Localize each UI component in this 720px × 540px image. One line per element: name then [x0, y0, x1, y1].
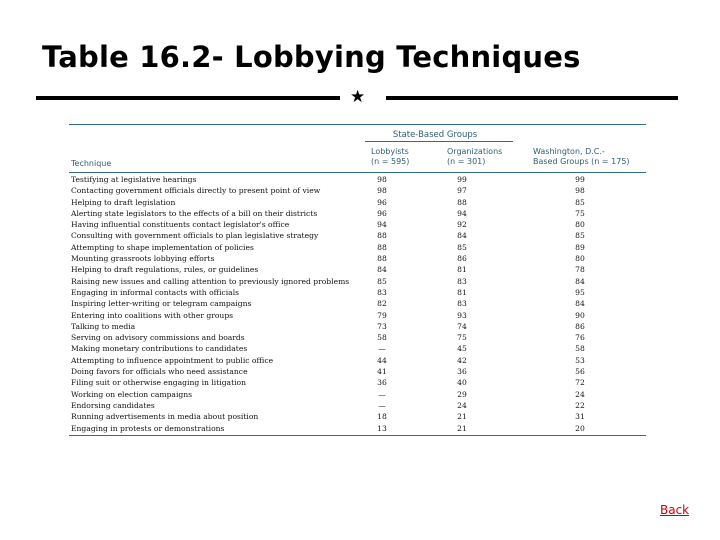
organizations-cell: 81: [457, 265, 467, 275]
table-row: [69, 321, 646, 332]
lobbyists-header-line2: (n = 595): [371, 157, 410, 166]
table-row: [69, 264, 646, 275]
organizations-cell: 92: [457, 220, 467, 230]
dc-groups-header-line1: Washington, D.C.-: [533, 147, 605, 156]
table-row: [69, 276, 646, 287]
dc-groups-cell: 84: [575, 276, 585, 286]
lobbyists-cell: 82: [377, 299, 387, 309]
technique-cell: Making monetary contributions to candidates: [71, 344, 248, 354]
dc-groups-cell: 31: [575, 412, 585, 422]
technique-cell: Inspiring letter-writing or telegram campaigns: [71, 299, 252, 309]
dc-groups-cell: 22: [575, 400, 585, 410]
dc-groups-cell: 95: [575, 287, 585, 297]
dc-groups-cell: 78: [575, 265, 585, 275]
organizations-cell: 40: [457, 378, 467, 388]
dc-groups-cell: 58: [575, 344, 585, 354]
organizations-header-line2: (n = 301): [447, 157, 486, 166]
technique-cell: Testifying at legislative hearings: [71, 175, 197, 184]
organizations-cell: 83: [457, 276, 467, 286]
lobbyists-header: [371, 147, 409, 167]
lobbyists-cell: —: [378, 400, 386, 410]
lobbyists-cell: 96: [377, 208, 387, 218]
organizations-cell: 21: [457, 423, 467, 433]
organizations-cell: 84: [457, 231, 467, 241]
table-row: [69, 411, 646, 422]
organizations-cell: 21: [457, 412, 467, 422]
lobbyists-cell: 94: [377, 220, 387, 230]
dc-groups-cell: 53: [575, 355, 585, 365]
technique-cell: Endorsing candidates: [71, 400, 155, 410]
table-row: [69, 355, 646, 366]
technique-cell: Consulting with government officials to plan legislative strategy: [71, 231, 319, 241]
lobbyists-cell: 44: [377, 355, 387, 365]
technique-cell: Working on election campaigns: [71, 389, 193, 399]
title-divider-left: [36, 96, 340, 100]
lobbyists-cell: 83: [377, 287, 387, 297]
lobbyists-cell: 96: [377, 197, 387, 207]
technique-cell: Helping to draft regulations, rules, or guidelines: [71, 265, 259, 275]
organizations-cell: 24: [457, 400, 467, 410]
technique-cell: Attempting to shape implementation of policies: [71, 242, 254, 252]
organizations-cell: 97: [457, 186, 467, 196]
dc-groups-cell: 56: [575, 367, 585, 377]
table-row: [69, 174, 646, 185]
star-icon: ★: [350, 87, 366, 107]
organizations-header: [447, 147, 502, 167]
table-row: [69, 242, 646, 253]
dc-groups-cell: 99: [575, 175, 585, 184]
table-row: [69, 389, 646, 400]
back-link[interactable]: Back: [660, 503, 690, 517]
technique-cell: Serving on advisory commissions and boards: [71, 333, 245, 343]
lobbyists-cell: 88: [377, 231, 387, 241]
table-row: [69, 298, 646, 309]
technique-cell: Having influential constituents contact legislator's office: [71, 220, 290, 230]
lobbyists-cell: 41: [377, 367, 387, 377]
organizations-cell: 93: [457, 310, 467, 320]
lobbyists-cell: 79: [377, 310, 387, 320]
dc-groups-cell: 72: [575, 378, 585, 388]
table-row: [69, 253, 646, 264]
technique-header: Technique: [71, 159, 112, 168]
organizations-cell: 99: [457, 175, 467, 184]
lobbyists-cell: 73: [377, 321, 387, 331]
lobbyists-cell: —: [378, 389, 386, 399]
table-bottom-rule: [69, 435, 646, 436]
technique-cell: Alerting state legislators to the effects of a bill on their districts: [71, 208, 318, 218]
technique-cell: Engaging in informal contacts with officials: [71, 287, 240, 297]
organizations-cell: 88: [457, 197, 467, 207]
page-title: Table 16.2- Lobbying Techniques: [42, 40, 581, 74]
lobbyists-cell: 84: [377, 265, 387, 275]
lobbyists-cell: 88: [377, 254, 387, 264]
organizations-header-line1: Organizations: [447, 147, 503, 156]
dc-groups-cell: 75: [575, 208, 585, 218]
dc-groups-header: [533, 147, 630, 167]
lobbyists-cell: 98: [377, 175, 387, 184]
dc-groups-cell: 76: [575, 333, 585, 343]
technique-cell: Doing favors for officials who need assistance: [71, 367, 248, 377]
table-row: [69, 230, 646, 241]
organizations-cell: 45: [457, 344, 467, 354]
technique-cell: Attempting to influence appointment to public office: [71, 355, 274, 365]
dc-groups-cell: 24: [575, 389, 585, 399]
technique-cell: Helping to draft legislation: [71, 197, 176, 207]
dc-groups-cell: 80: [575, 220, 585, 230]
table-row: [69, 423, 646, 434]
table-row: [69, 219, 646, 230]
dc-groups-cell: 98: [575, 186, 585, 196]
organizations-cell: 83: [457, 299, 467, 309]
table-row: [69, 310, 646, 321]
technique-cell: Filing suit or otherwise engaging in litigation: [71, 378, 247, 388]
table-row: [69, 400, 646, 411]
organizations-cell: 29: [457, 389, 467, 399]
table-row: [69, 377, 646, 388]
technique-cell: Running advertisements in media about position: [71, 412, 259, 422]
lobbyists-cell: 85: [377, 276, 387, 286]
lobbyists-cell: 13: [377, 423, 387, 433]
lobbyists-cell: 18: [377, 412, 387, 422]
table-row: [69, 287, 646, 298]
table-row: [69, 332, 646, 343]
lobbyists-cell: 36: [377, 378, 387, 388]
dc-groups-cell: 89: [575, 242, 585, 252]
lobbyists-cell: 98: [377, 186, 387, 196]
lobbyists-header-line1: Lobbyists: [371, 147, 409, 156]
dc-groups-cell: 84: [575, 299, 585, 309]
table-row: [69, 185, 646, 196]
dc-groups-cell: 20: [575, 423, 585, 433]
dc-groups-cell: 85: [575, 197, 585, 207]
dc-groups-cell: 85: [575, 231, 585, 241]
state-based-groups-label: State-Based Groups: [392, 130, 478, 140]
technique-cell: Entering into coalitions with other groups: [71, 310, 234, 320]
organizations-cell: 36: [457, 367, 467, 377]
organizations-cell: 75: [457, 333, 467, 343]
organizations-cell: 86: [457, 254, 467, 264]
table-body: [69, 173, 646, 434]
technique-cell: Talking to media: [71, 321, 136, 331]
organizations-cell: 81: [457, 287, 467, 297]
technique-cell: Engaging in protests or demonstrations: [71, 423, 225, 433]
table-row: [69, 197, 646, 208]
dc-groups-cell: 80: [575, 254, 585, 264]
technique-cell: Contacting government officials directly to present point of view: [71, 186, 321, 196]
lobbyists-cell: 58: [377, 333, 387, 343]
table-header: [69, 125, 646, 172]
dc-groups-header-line2: Based Groups (n = 175): [533, 157, 630, 166]
lobbyists-cell: —: [378, 344, 386, 354]
state-based-groups-rule: [365, 141, 513, 142]
table-row: [69, 366, 646, 377]
lobbying-techniques-table: [69, 124, 646, 436]
organizations-cell: 85: [457, 242, 467, 252]
lobbyists-cell: 88: [377, 242, 387, 252]
table-row: [69, 343, 646, 354]
dc-groups-cell: 86: [575, 321, 585, 331]
technique-cell: Raising new issues and calling attention to previously ignored problems: [71, 276, 350, 286]
title-divider-right: [386, 96, 678, 100]
technique-cell: Mounting grassroots lobbying efforts: [71, 254, 215, 264]
organizations-cell: 94: [457, 208, 467, 218]
dc-groups-cell: 90: [575, 310, 585, 320]
organizations-cell: 42: [457, 355, 467, 365]
organizations-cell: 74: [457, 321, 467, 331]
table-row: [69, 208, 646, 219]
